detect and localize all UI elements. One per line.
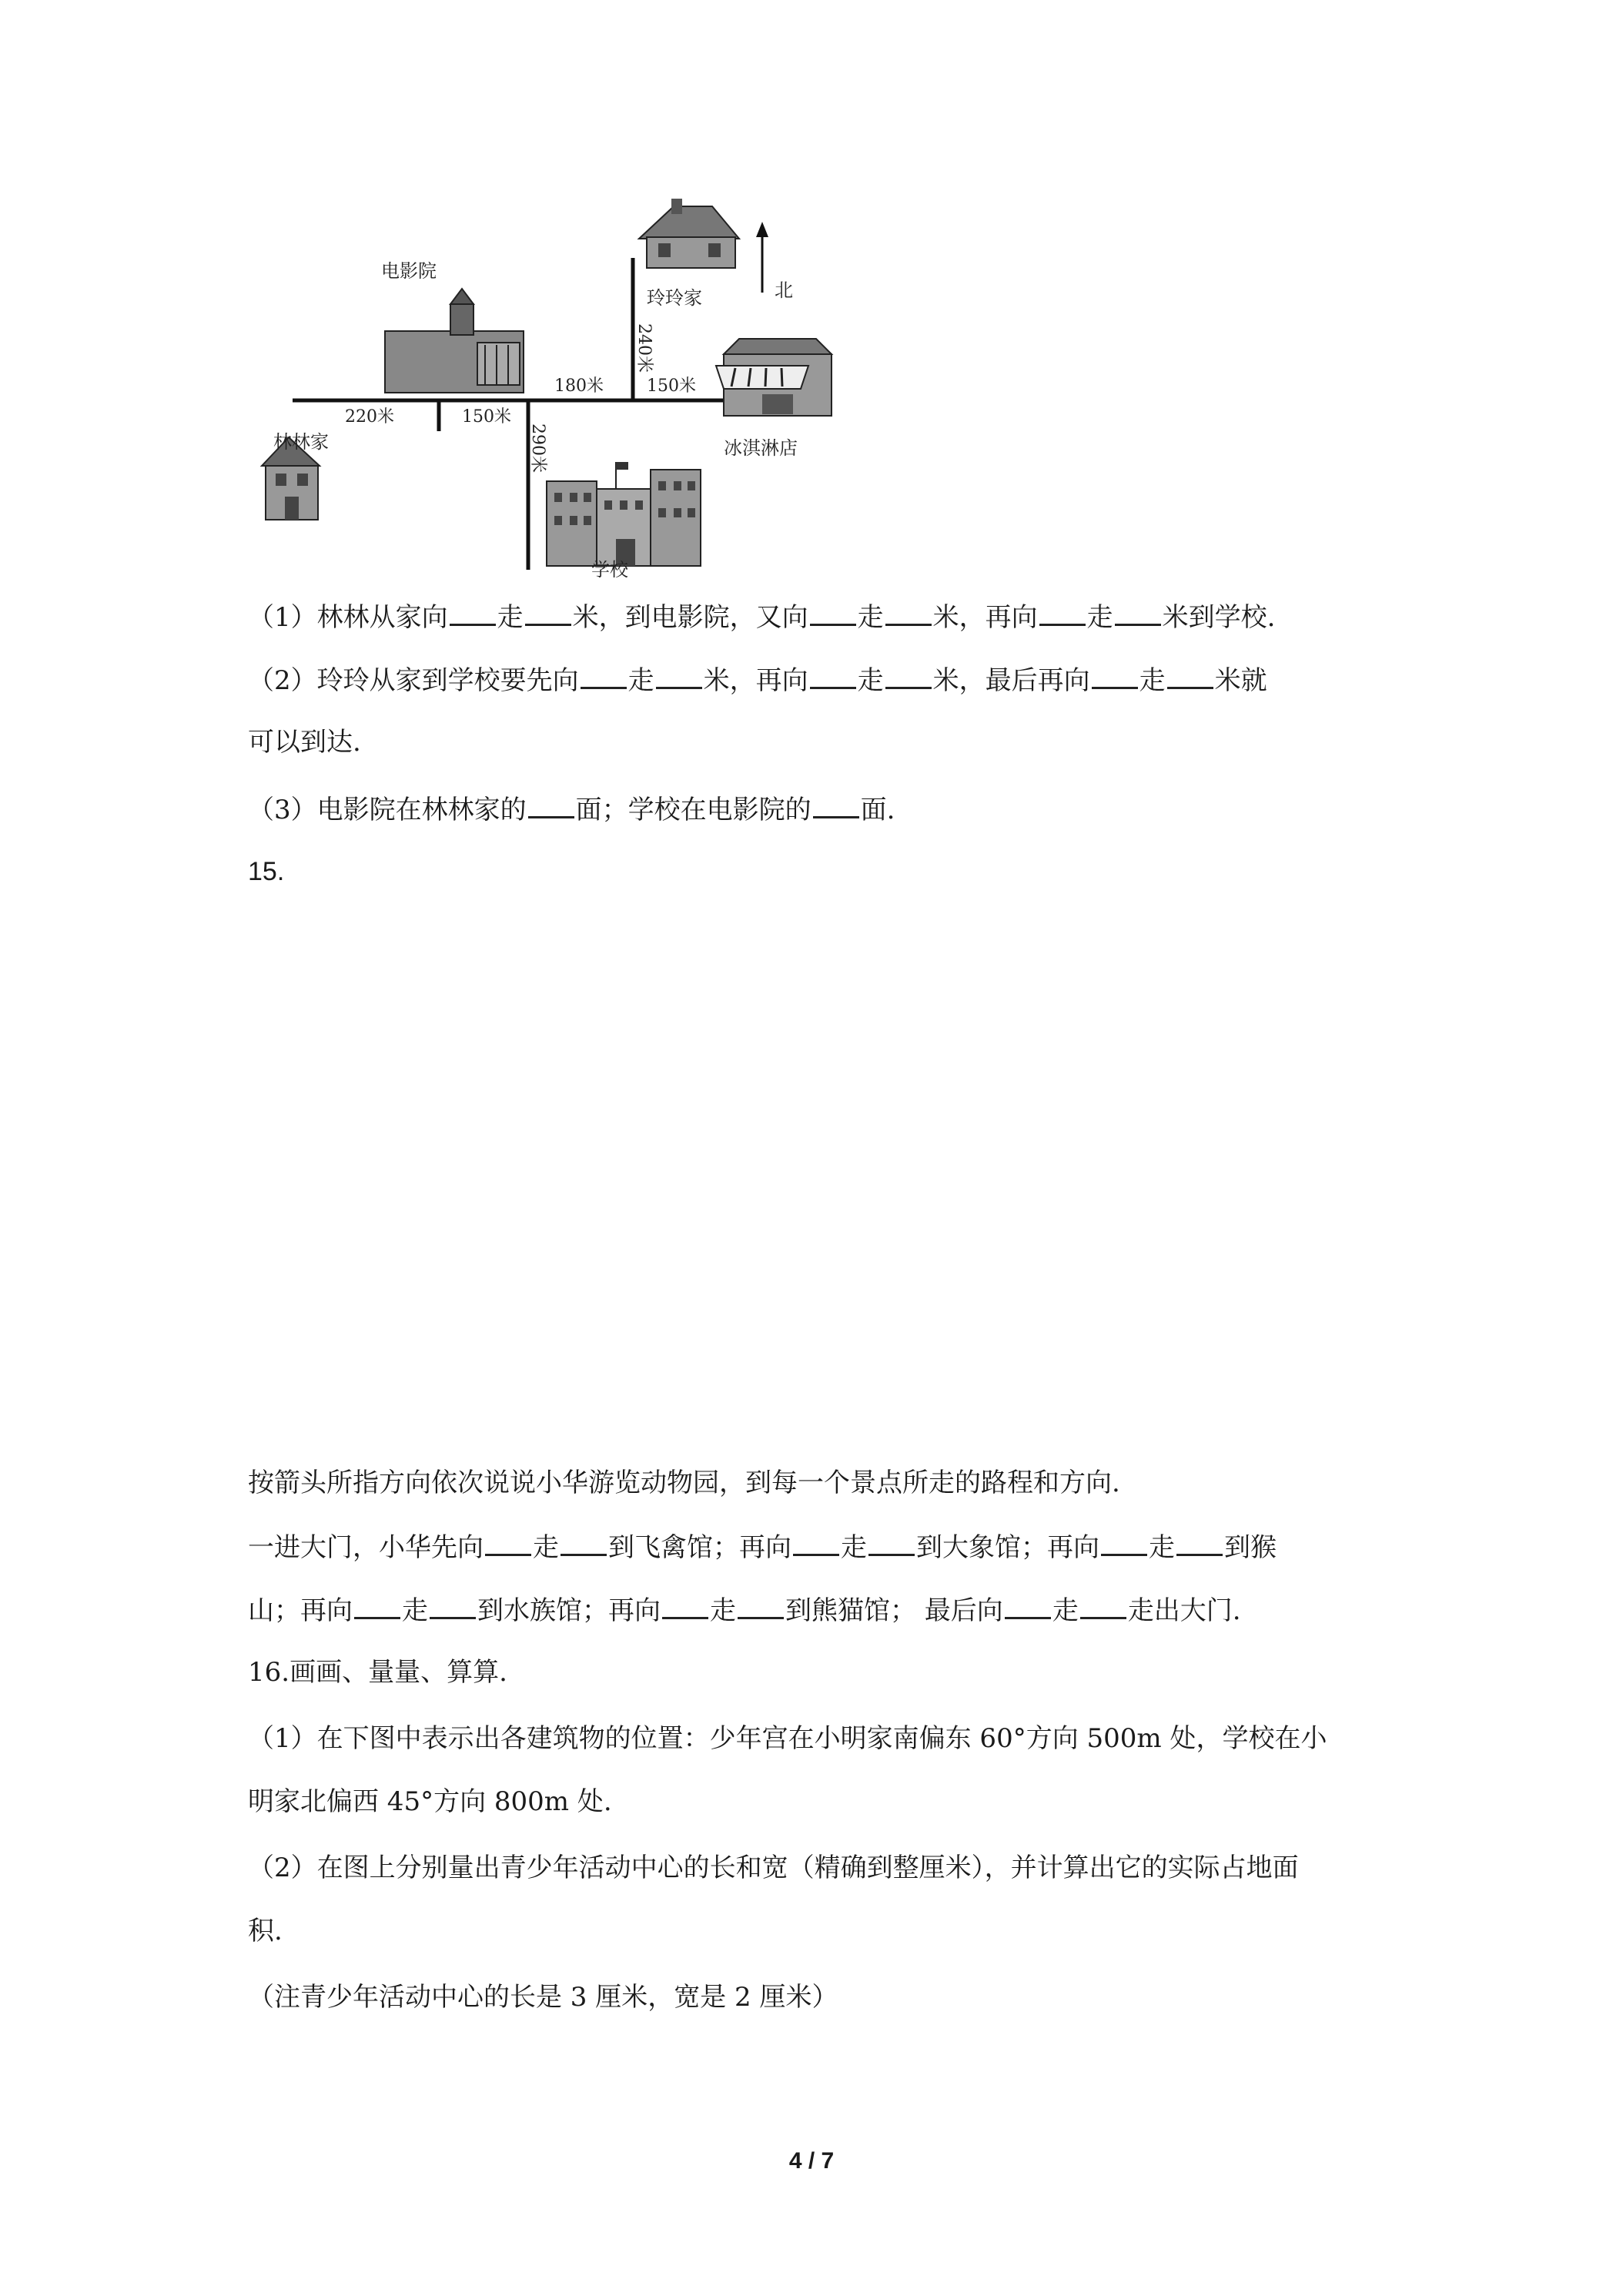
- q14-part3: （3）电影院在林林家的 面；学校在电影院的 面.: [248, 790, 895, 828]
- school-icon: [547, 462, 701, 566]
- distance-150-a: 150米: [462, 407, 511, 427]
- answer-blank[interactable]: [1167, 661, 1213, 689]
- q16-part2-line1: （2）在图上分别量出青少年活动中心的长和宽（精确到整厘米），并计算出它的实际占地面: [248, 1853, 1299, 1883]
- answer-blank[interactable]: [1115, 597, 1161, 626]
- q15-line1: 一进大门，小华先向 走 到飞禽馆；再向 走 到大象馆；再向 走 到猴: [248, 1528, 1277, 1566]
- q14-part1: （1）林林从家向 走 米，到电影院，又向 走 米，再向 走 米到学校.: [248, 597, 1275, 636]
- answer-blank[interactable]: [885, 661, 932, 689]
- answer-blank[interactable]: [1092, 661, 1138, 689]
- distance-220: 220米: [345, 407, 394, 427]
- school-label: 学校: [591, 559, 628, 577]
- answer-blank[interactable]: [656, 661, 702, 689]
- distance-240: 240米: [634, 323, 654, 373]
- answer-blank[interactable]: [561, 1528, 607, 1556]
- q15-intro: 按箭头所指方向依次说说小华游览动物园，到每一个景点所走的路程和方向.: [248, 1468, 1120, 1498]
- page-number: 4 / 7: [788, 2148, 835, 2174]
- answer-blank[interactable]: [885, 597, 932, 626]
- answer-blank[interactable]: [525, 597, 571, 626]
- answer-blank[interactable]: [813, 790, 859, 818]
- q14-part2-line2: 可以到达.: [248, 727, 361, 758]
- linlin-home-label: 林林家: [273, 431, 329, 453]
- answer-blank[interactable]: [430, 1591, 476, 1619]
- answer-blank[interactable]: [810, 597, 856, 626]
- answer-blank[interactable]: [1101, 1528, 1147, 1556]
- answer-blank[interactable]: [1005, 1591, 1051, 1619]
- q16-part1-line1: （1）在下图中表示出各建筑物的位置：少年宫在小明家南偏东 60°方向 500m 处，学校在小: [248, 1723, 1327, 1754]
- ice-cream-shop-label: 冰淇淋店: [724, 437, 798, 459]
- cinema-icon: [385, 289, 524, 393]
- q16-title: 16.画画、量量、算算.: [248, 1657, 507, 1688]
- answer-blank[interactable]: [581, 661, 627, 689]
- answer-blank[interactable]: [868, 1528, 915, 1556]
- answer-blank[interactable]: [810, 661, 856, 689]
- distance-180: 180米: [554, 377, 604, 396]
- distance-290: 290米: [528, 423, 547, 473]
- q16-part2-line2: 积.: [248, 1916, 283, 1946]
- answer-blank[interactable]: [450, 597, 496, 626]
- q15-number: 15.: [248, 857, 285, 886]
- answer-blank[interactable]: [528, 790, 574, 818]
- q16-part1-line2: 明家北偏西 45°方向 800m 处.: [248, 1786, 612, 1817]
- q16-note: （注青少年活动中心的长是 3 厘米，宽是 2 厘米）: [248, 1982, 838, 2013]
- lingling-home-icon: [639, 199, 739, 268]
- q15-line2: 山；再向 走 到水族馆；再向 走 到熊猫馆； 最后向 走 走出大门.: [248, 1591, 1241, 1629]
- answer-blank[interactable]: [354, 1591, 400, 1619]
- route-map-figure: [231, 192, 870, 577]
- north-label: 北: [775, 279, 793, 301]
- answer-blank[interactable]: [1176, 1528, 1223, 1556]
- answer-blank[interactable]: [1080, 1591, 1126, 1619]
- answer-blank[interactable]: [485, 1528, 531, 1556]
- cinema-label: 电影院: [381, 260, 437, 282]
- ice-cream-shop-icon: [716, 339, 832, 416]
- route-map-svg: [231, 192, 870, 577]
- answer-blank[interactable]: [662, 1591, 708, 1619]
- answer-blank[interactable]: [1039, 597, 1086, 626]
- distance-150-b: 150米: [647, 377, 696, 396]
- answer-blank[interactable]: [738, 1591, 784, 1619]
- north-arrow-icon: [756, 222, 768, 293]
- answer-blank[interactable]: [793, 1528, 839, 1556]
- q14-part2-line1: （2）玲玲从家到学校要先向 走 米，再向 走 米，最后再向 走 米就: [248, 661, 1267, 699]
- lingling-home-label: 玲玲家: [647, 287, 702, 309]
